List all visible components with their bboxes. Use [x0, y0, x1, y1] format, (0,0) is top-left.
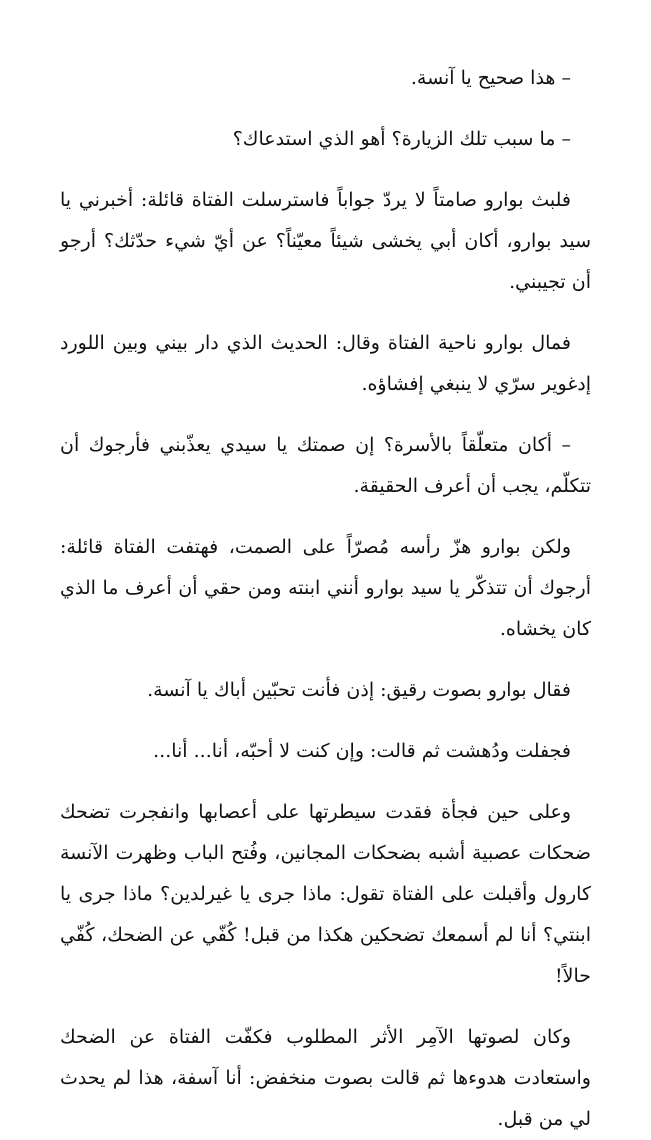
paragraph-4: فمال بوارو ناحية الفتاة وقال: الحديث الذي دار بيني وبين اللورد إدغوير سرّي لا ينبغي إفشاؤه. [60, 332, 591, 395]
paragraph-8: فجفلت ودُهشت ثم قالت: وإن كنت لا أحبّه، أنا... أنا... [153, 740, 571, 762]
paragraph-6: ولكن بوارو هزّ رأسه مُصرّاً على الصمت، فهتفت الفتاة قائلة: أرجوك أن تتذكّر يا سيد بوارو أنني ابنته ومن حقي أن أعرف ما الذي كان يخشاه. [60, 536, 591, 640]
paragraph-3: فلبث بوارو صامتاً لا يردّ جواباً فاسترسلت الفتاة قائلة: أخبرني يا سيد بوارو، أكان أبي يخشى شيئاً معيّناً؟ عن أيّ شيء حدّثك؟ أرجو أن تجيبني. [60, 189, 591, 293]
paragraph-5: – أكان متعلّقاً بالأسرة؟ إن صمتك يا سيدي يعذّبني فأرجوك أن تتكلّم، يجب أن أعرف الحقيقة. [60, 434, 591, 497]
paragraph-9: وعلى حين فجأة فقدت سيطرتها على أعصابها وانفجرت تضحك ضحكات عصبية أشبه بضحكات المجانين، وفُتح الباب وظهرت الآنسة كارول وأقبلت على الفتاة تقول: ماذا جرى يا غيرلدين؟ ماذا جرى يا ابنتي؟ أنا لم أسمعك تضحكين هكذا من قبل! كُفّي عن الضحك، كُفّي حالاً! [60, 801, 591, 987]
paragraph-2: – ما سبب تلك الزيارة؟ أهو الذي استدعاك؟ [232, 128, 571, 150]
paragraph-10: وكان لصوتها الآمِر الأثر المطلوب فكفّت الفتاة عن الضحك واستعادت هدوءها ثم قالت بصوت منخفض: أنا آسفة، هذا لم يحدث لي من قبل. [60, 1026, 591, 1130]
paragraph-1: – هذا صحيح يا آنسة. [410, 67, 571, 89]
paragraph-7: فقال بوارو بصوت رقيق: إذن فأنت تحبّين أباك يا آنسة. [147, 679, 571, 701]
